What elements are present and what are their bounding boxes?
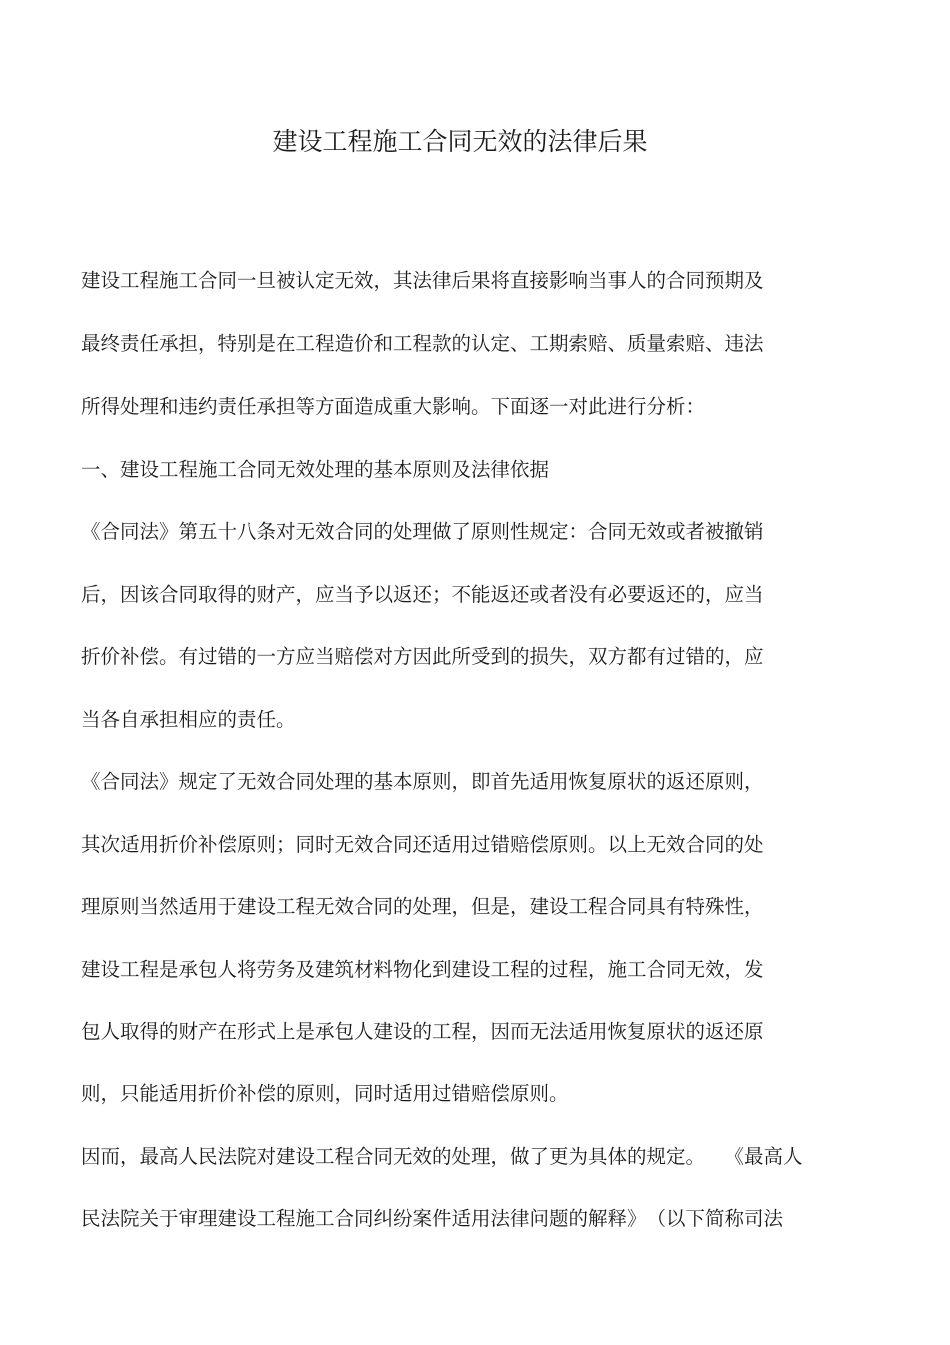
section-heading: 一、建设工程施工合同无效处理的基本原则及法律依据	[81, 458, 550, 481]
paragraph-line: 则，只能适用折价补偿的原则，同时适用过错赔偿原则。	[81, 1082, 569, 1105]
paragraph-line: 最终责任承担，特别是在工程造价和工程款的认定、工期索赔、质量索赔、违法	[81, 332, 764, 355]
paragraph-line: 所得处理和违约责任承担等方面造成重大影响。下面逐一对此进行分析：	[81, 395, 706, 418]
paragraph-line: 包人取得的财产在形式上是承包人建设的工程，因而无法适用恢复原状的返还原	[81, 1020, 764, 1043]
paragraph-line: 民法院关于审理建设工程施工合同纠纷案件适用法律问题的解释》 （以下简称司法	[81, 1207, 784, 1230]
paragraph-line: 其次适用折价补偿原则；同时无效合同还适用过错赔偿原则。以上无效合同的处	[81, 833, 764, 856]
paragraph-line: 《合同法》第五十八条对无效合同的处理做了原则性规定：合同无效或者被撤销	[81, 520, 764, 543]
paragraph-line: 折价补偿。有过错的一方应当赔偿对方因此所受到的损失，双方都有过错的，应	[81, 645, 764, 668]
paragraph-line: 理原则当然适用于建设工程无效合同的处理，但是，建设工程合同具有特殊性，	[81, 895, 764, 918]
paragraph-line: 《合同法》规定了无效合同处理的基本原则，即首先适用恢复原状的返还原则，	[81, 770, 764, 793]
paragraph-line: 建设工程是承包人将劳务及建筑材料物化到建设工程的过程，施工合同无效，发	[81, 958, 764, 981]
paragraph-line: 因而，最高人民法院对建设工程合同无效的处理，做了更为具体的规定。 《最高人	[81, 1145, 803, 1168]
paragraph-line: 后，因该合同取得的财产，应当予以返还；不能返还或者没有必要返还的，应当	[81, 583, 764, 606]
document-title: 建设工程施工合同无效的法律后果	[272, 127, 648, 156]
paragraph-line: 建设工程施工合同一旦被认定无效，其法律后果将直接影响当事人的合同预期及	[81, 269, 764, 292]
paragraph-line: 当各自承担相应的责任。	[81, 708, 296, 731]
